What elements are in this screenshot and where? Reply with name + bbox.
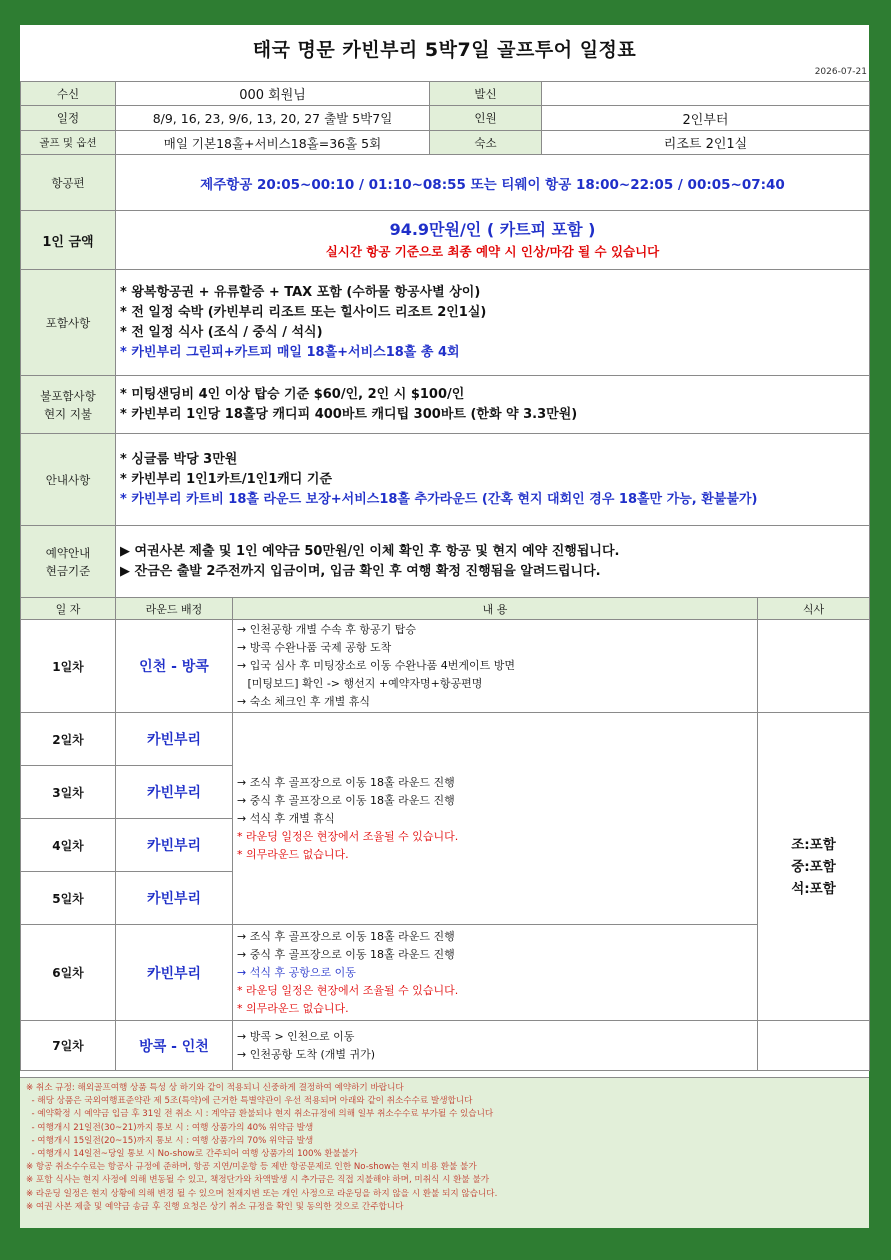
flight-label: 항공편 bbox=[21, 155, 116, 211]
row-flight bbox=[21, 155, 870, 211]
content-line: → 조식 후 골프장으로 이동 18홀 라운드 진행 bbox=[237, 775, 455, 789]
route-label: 카빈부리 bbox=[116, 819, 233, 872]
meal-breakfast: 조:포함 bbox=[791, 836, 836, 853]
policy-line: ※ 항공 취소수수료는 항공사 규정에 준하며, 항공 지연/미운항 등 제반 항공문제로 인한 No-show는 현지 비용 환불 불가 bbox=[26, 1162, 477, 1173]
included-label: 포함사항 bbox=[21, 270, 116, 376]
itinerary-sheet bbox=[20, 25, 869, 1228]
included-item: * 카빈부리 그린피+카트피 매일 18홀+서비스18홀 총 4회 bbox=[120, 344, 460, 360]
day6-content bbox=[233, 925, 758, 1021]
day7-content bbox=[233, 1021, 758, 1071]
schedule-label: 일정 bbox=[21, 106, 116, 131]
excluded-label bbox=[21, 376, 116, 434]
header-day: 일 자 bbox=[21, 598, 116, 620]
content-line: → 입국 심사 후 미팅장소로 이동 수완나품 4번게이트 방면 bbox=[237, 659, 515, 672]
days2-5-content bbox=[233, 713, 758, 925]
meal-lunch: 중:포함 bbox=[791, 858, 836, 875]
schedule-value: 8/9, 16, 23, 9/6, 13, 20, 27 출발 5박7일 bbox=[116, 106, 430, 131]
day-label: 1일차 bbox=[21, 620, 116, 713]
excluded-label-line2: 현지 지불 bbox=[43, 406, 93, 421]
policy-line: ※ 취소 규정: 해외골프여행 상품 특성 상 하기와 같이 적용되니 신중하게 결정하여 예약하기 바랍니다 bbox=[26, 1083, 404, 1093]
price-cell bbox=[116, 211, 870, 270]
flight-value: 제주항공 20:05~00:10 / 01:10~08:55 또는 티웨이 항공 18:00~22:05 / 00:05~07:40 bbox=[116, 155, 870, 211]
day-label: 7일차 bbox=[21, 1021, 116, 1071]
itinerary-table bbox=[20, 81, 870, 1071]
guide-label: 안내사항 bbox=[21, 434, 116, 526]
policy-line: - 해당 상품은 국외여행표준약관 제 5조(특약)에 근거한 특별약관이 우선 적용되며 아래와 같이 취소수수료 발생합니다 bbox=[26, 1096, 473, 1107]
booking-item: ▶ 잔금은 출발 2주전까지 입금이며, 입금 확인 후 여행 확정 진행됨을 알려드립니다. bbox=[120, 563, 601, 579]
golf-option-value: 매일 기본18홀+서비스18홀=36홀 5회 bbox=[116, 131, 430, 155]
row-recipient bbox=[21, 82, 870, 106]
guide-item: * 카빈부리 카트비 18홀 라운드 보장+서비스18홀 추가라운드 (간혹 현지 대회인 경우 18홀만 가능, 환불불가) bbox=[120, 491, 758, 507]
row-booking bbox=[21, 526, 870, 598]
excluded-list bbox=[116, 376, 870, 434]
row-day2 bbox=[21, 713, 870, 766]
people-value: 2인부터 bbox=[542, 106, 870, 131]
included-item: * 전 일정 숙박 (카빈부리 리조트 또는 힐사이드 리조트 2인1실) bbox=[120, 304, 487, 320]
row-day7 bbox=[21, 1021, 870, 1071]
content-note: * 라운딩 일정은 현장에서 조율될 수 있습니다. bbox=[237, 829, 459, 843]
day1-meal bbox=[758, 620, 870, 713]
sender-value bbox=[542, 82, 870, 106]
content-line: → 석식 후 공항으로 이동 bbox=[237, 965, 356, 979]
cancellation-policy bbox=[20, 1077, 869, 1228]
content-line: → 방콕 수완나품 국제 공항 도착 bbox=[237, 641, 392, 654]
people-label: 인원 bbox=[430, 106, 542, 131]
policy-line: - 여행개시 14일전~당일 통보 시 No-show로 간주되어 여행 상품가의 100% 환불불가 bbox=[26, 1149, 358, 1160]
booking-label-line1: 예약안내 bbox=[45, 545, 91, 560]
excluded-label-line1: 불포함사항 bbox=[40, 388, 96, 403]
route-label: 카빈부리 bbox=[116, 925, 233, 1021]
golf-option-label: 골프 및 옵션 bbox=[21, 131, 116, 155]
day-label: 4일차 bbox=[21, 819, 116, 872]
price-note: 실시간 항공 기준으로 최종 예약 시 인상/마감 될 수 있습니다 bbox=[325, 244, 660, 259]
booking-list bbox=[116, 526, 870, 598]
content-line: → 조식 후 골프장으로 이동 18홀 라운드 진행 bbox=[237, 929, 455, 943]
guide-list bbox=[116, 434, 870, 526]
row-day6 bbox=[21, 925, 870, 1021]
row-guide bbox=[21, 434, 870, 526]
route-label: 카빈부리 bbox=[116, 872, 233, 925]
booking-label-line2: 현금기준 bbox=[45, 563, 91, 578]
recipient-label: 수신 bbox=[21, 82, 116, 106]
page-title: 태국 명문 카빈부리 5박7일 골프투어 일정표 bbox=[252, 39, 637, 61]
meal-dinner: 석:포함 bbox=[791, 880, 836, 897]
price-label: 1인 금액 bbox=[21, 211, 116, 270]
row-itinerary-header bbox=[21, 598, 870, 620]
included-item: * 왕복항공권 + 유류할증 + TAX 포함 (수하물 항공사별 상이) bbox=[120, 284, 481, 300]
row-day1 bbox=[21, 620, 870, 713]
route-label: 인천 - 방콕 bbox=[116, 620, 233, 713]
title-box bbox=[20, 25, 869, 82]
included-list bbox=[116, 270, 870, 376]
route-label: 카빈부리 bbox=[116, 766, 233, 819]
day-label: 3일차 bbox=[21, 766, 116, 819]
meal-cell bbox=[758, 713, 870, 1021]
header-content: 내 용 bbox=[233, 598, 758, 620]
row-included bbox=[21, 270, 870, 376]
excluded-item: * 미팅샌딩비 4인 이상 탑승 기준 $60/인, 2인 시 $100/인 bbox=[120, 386, 465, 402]
content-note: * 의무라운드 없습니다. bbox=[237, 847, 349, 861]
content-line: → 석식 후 개별 휴식 bbox=[237, 811, 335, 825]
recipient-value: 000 회원님 bbox=[116, 82, 430, 106]
header-meal: 식사 bbox=[758, 598, 870, 620]
booking-label bbox=[21, 526, 116, 598]
content-line: → 인천공항 개별 수속 후 항공기 탑승 bbox=[237, 623, 416, 636]
excluded-item: * 카빈부리 1인당 18홀당 캐디피 400바트 캐디팁 300바트 (한화 약 3.3만원) bbox=[120, 406, 578, 422]
day-label: 5일차 bbox=[21, 872, 116, 925]
hotel-label: 숙소 bbox=[430, 131, 542, 155]
content-line: → 방콕 > 인천으로 이동 bbox=[237, 1029, 355, 1043]
policy-line: ※ 라운딩 일정은 현지 상황에 의해 변경 될 수 있으며 천재지변 또는 개인 사정으로 라운딩을 하지 않을 시 환불 되지 않습니다. bbox=[26, 1188, 498, 1199]
policy-line: ※ 포함 식사는 현지 사정에 의해 변동될 수 있고, 책정단가와 차액발생 시 추가금은 직접 지불해야 하며, 미취식 시 환불 불가 bbox=[26, 1175, 490, 1186]
content-line: → 중식 후 골프장으로 이동 18홀 라운드 진행 bbox=[237, 793, 455, 807]
day-label: 6일차 bbox=[21, 925, 116, 1021]
row-excluded bbox=[21, 376, 870, 434]
row-schedule bbox=[21, 106, 870, 131]
included-item: * 전 일정 식사 (조식 / 중식 / 석식) bbox=[120, 324, 323, 340]
price-value: 94.9만원/인 ( 카트피 포함 ) bbox=[389, 220, 596, 239]
document-date: 2026-07-21 bbox=[814, 67, 867, 77]
day1-content bbox=[233, 620, 758, 713]
header-route: 라운드 배정 bbox=[116, 598, 233, 620]
row-golf-option bbox=[21, 131, 870, 155]
guide-item: * 싱글룸 박당 3만원 bbox=[120, 451, 238, 467]
day-label: 2일차 bbox=[21, 713, 116, 766]
policy-line: - 여행개시 15일전(20~15)까지 통보 시 : 여행 상품가의 70% 위약금 발생 bbox=[26, 1135, 314, 1146]
policy-line: - 여행개시 21일전(30~21)까지 통보 시 : 여행 상품가의 40% 위약금 발생 bbox=[26, 1122, 314, 1133]
sender-label: 발신 bbox=[430, 82, 542, 106]
content-line: → 숙소 체크인 후 개별 휴식 bbox=[237, 695, 370, 708]
content-note: * 의무라운드 없습니다. bbox=[237, 1001, 349, 1015]
route-label: 방콕 - 인천 bbox=[116, 1021, 233, 1071]
day7-meal bbox=[758, 1021, 870, 1071]
route-label: 카빈부리 bbox=[116, 713, 233, 766]
content-line: → 중식 후 골프장으로 이동 18홀 라운드 진행 bbox=[237, 947, 455, 961]
policy-line: - 예약확정 시 예약금 입금 후 31일 전 취소 시 : 계약금 환불되나 현지 취소규정에 의해 일부 취소수수료 부가될 수 있습니다 bbox=[26, 1109, 494, 1120]
row-price bbox=[21, 211, 870, 270]
content-line: [미팅보드] 확인 -> 행선지 +예약자명+항공편명 bbox=[237, 677, 483, 690]
guide-item: * 카빈부리 1인1카트/1인1캐디 기준 bbox=[120, 471, 333, 487]
content-note: * 라운딩 일정은 현장에서 조율될 수 있습니다. bbox=[237, 983, 459, 997]
hotel-value: 리조트 2인1실 bbox=[542, 131, 870, 155]
policy-line: ※ 여권 사본 제출 및 예약금 송금 후 진행 요청은 상기 취소 규정을 확인 및 동의한 것으로 간주합니다 bbox=[26, 1201, 404, 1212]
content-line: → 인천공항 도착 (개별 귀가) bbox=[237, 1047, 376, 1061]
booking-item: ▶ 여권사본 제출 및 1인 예약금 50만원/인 이체 확인 후 항공 및 현지 예약 진행됩니다. bbox=[120, 543, 620, 559]
